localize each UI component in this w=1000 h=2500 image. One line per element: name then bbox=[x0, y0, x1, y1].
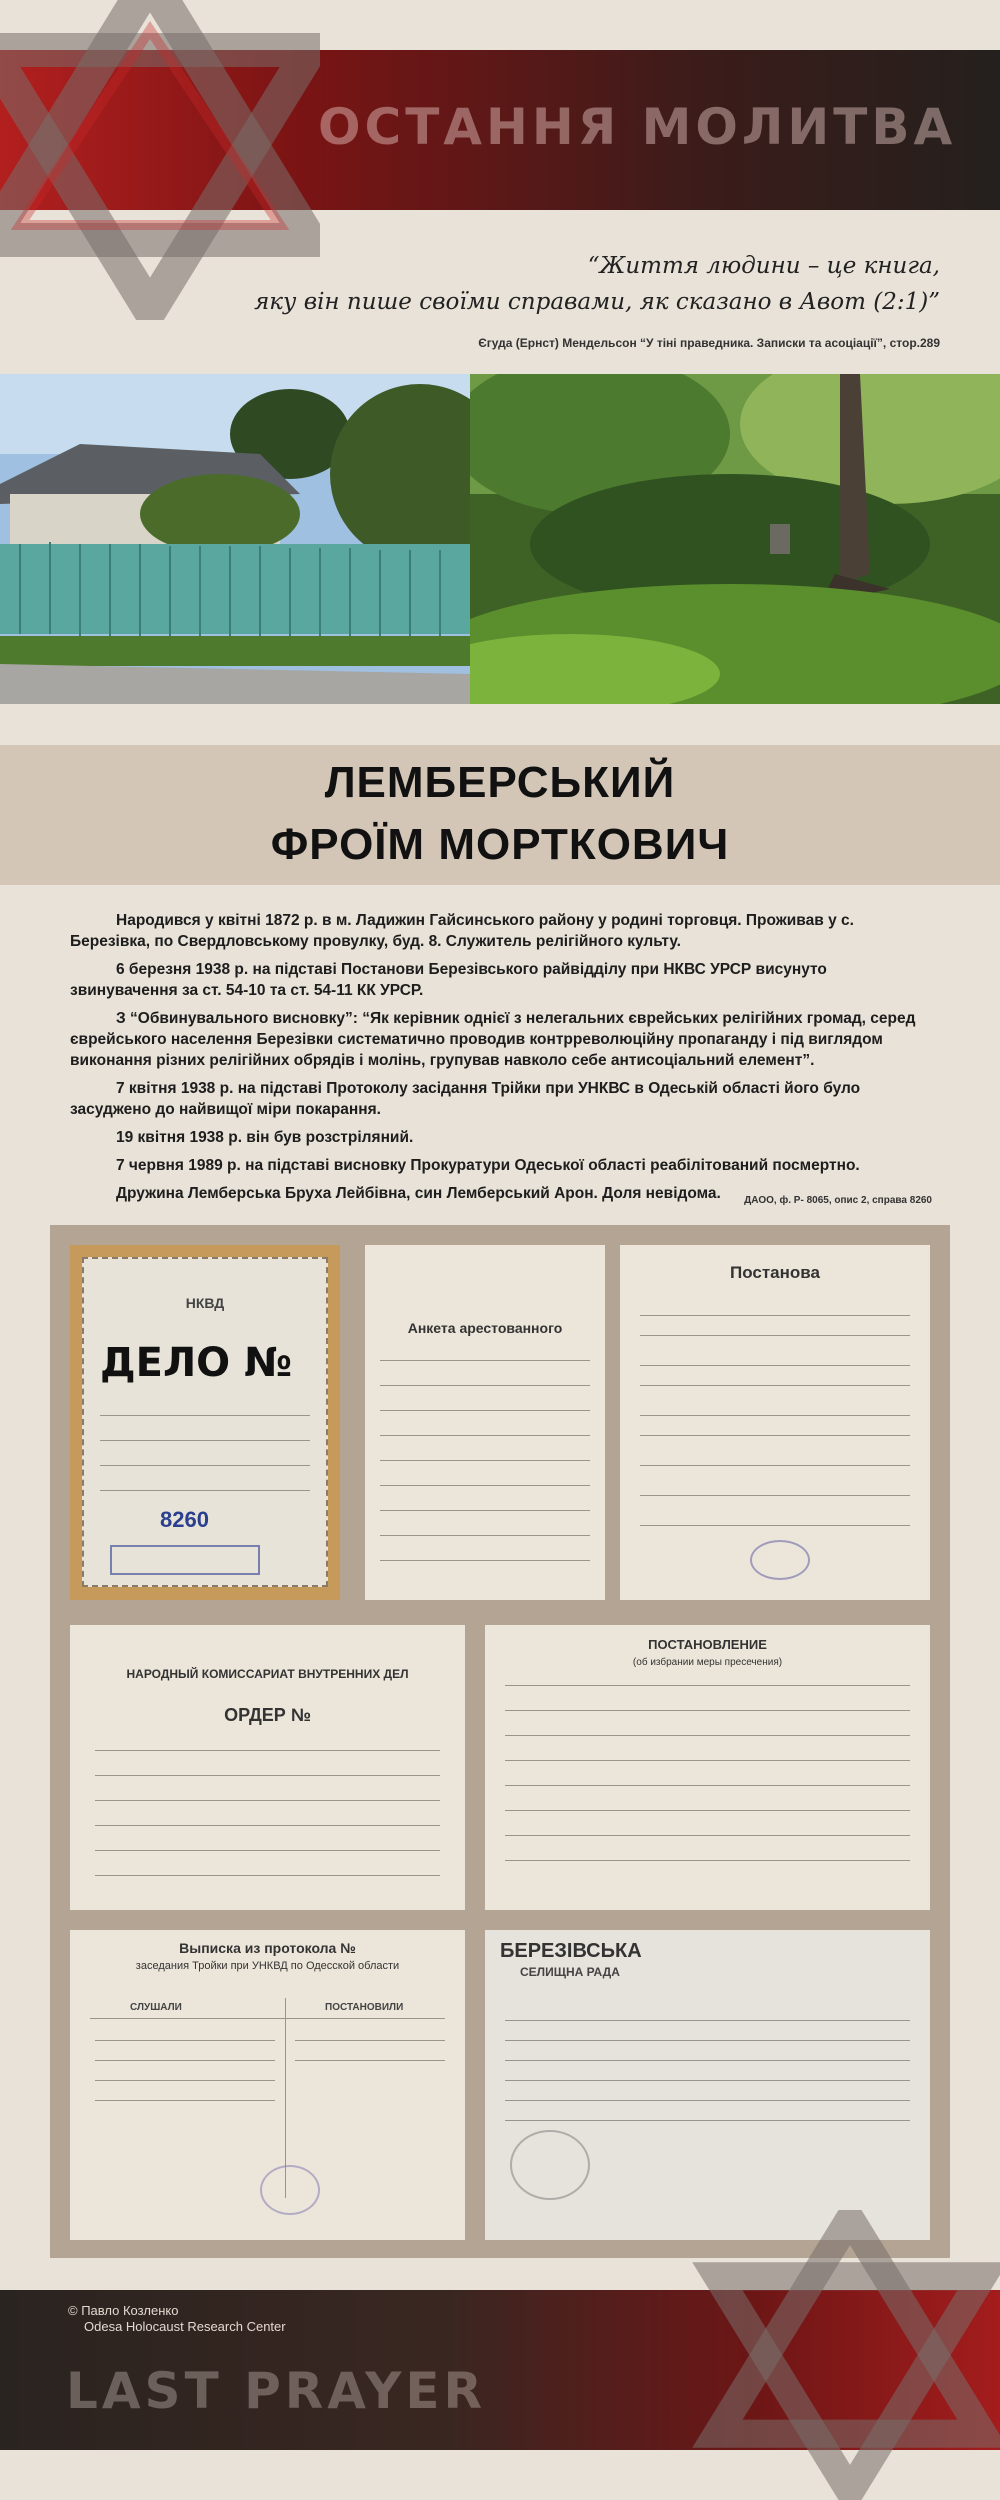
photo-strip bbox=[0, 374, 1000, 704]
bio-paragraph: 7 квітня 1938 р. на підставі Протоколу засідання Трійки при УНКВС в Одеській області його було засуджено до найвищої міри покарання. bbox=[70, 1080, 861, 1118]
extract-title: Выписка из протокола № bbox=[179, 1940, 356, 1956]
exhibit-title: ОСТАННЯ МОЛИТВА bbox=[318, 98, 957, 156]
order-org: НАРОДНЫЙ КОМИССАРИАТ ВНУТРЕННИХ ДЕЛ bbox=[126, 1667, 409, 1681]
case-file-nkvd: НКВД bbox=[185, 1295, 225, 1311]
resolution-title: Постанова bbox=[730, 1263, 820, 1282]
order-title: ОРДЕР № bbox=[224, 1705, 311, 1725]
bio-paragraph: Народився у квітні 1872 р. в м. Ладижин Гайсинського району у родині торговця. Проживав у с. Березівка, по Свердловському провулку, буд. 8. Служитель релігійного культу. bbox=[70, 912, 854, 950]
extract-col-heard: СЛУШАЛИ bbox=[130, 2002, 182, 2013]
decree-subtitle: (об избрании меры пресечения) bbox=[632, 1657, 783, 1668]
resolution-document bbox=[620, 1245, 930, 1600]
victim-surname: ЛЕМБЕРСЬКИЙ bbox=[324, 758, 676, 807]
star-of-david-icon bbox=[680, 2210, 1000, 2500]
preventive-measure-decree bbox=[485, 1625, 930, 1910]
bio-paragraph: 6 березня 1938 р. на підставі Постанови Березівського райвідділу при НКВС УРСР висунуто звинувачення за ст. 54-10 та ст. 54-11 КК УРСР. bbox=[70, 961, 827, 999]
documents-panel bbox=[50, 1225, 950, 2258]
victim-given-names: ФРОЇМ МОРТКОВИЧ bbox=[270, 820, 730, 869]
biography bbox=[70, 910, 932, 1211]
bio-paragraph: З “Обвинувального висновку”: “Як керівник однієї з нелегальних єврейських релігійних громад, серед єврейського населення Березівки систематично проводив контрреволюційну пропаганду і під виглядом виконання різних релігійних обрядів і молінь, групував навколо себе антисоціальний елемент”. bbox=[70, 1010, 916, 1069]
extract-subtitle: заседания Тройки при УНКВД по Одесской области bbox=[135, 1960, 400, 1972]
quote-source: Єгуда (Ернст) Мендельсон “У тіні праведника. Записки та асоціації”, стор.289 bbox=[478, 336, 940, 350]
forest-grave-photo bbox=[470, 374, 1000, 704]
village-council-letter bbox=[485, 1930, 930, 2240]
archive-reference: ДАОО, ф. Р- 8065, опис 2, справа 8260 bbox=[744, 1195, 932, 1206]
epigraph-quote bbox=[240, 248, 940, 320]
victim-name bbox=[0, 752, 1000, 876]
case-file-title: ДЕЛО № bbox=[100, 1340, 293, 1386]
questionnaire-title: Анкета арестованного bbox=[407, 1320, 563, 1336]
council-title: БЕРЕЗІВСЬКА bbox=[500, 1940, 642, 1962]
council-subtitle: СЕЛИЩНА РАДА bbox=[520, 1965, 620, 1979]
quote-line-1: “Життя людини – це книга, bbox=[587, 253, 940, 279]
quote-line-2: яку він пише своїми справами, як сказано в Авот (2:1)” bbox=[254, 289, 940, 315]
research-center: Odesa Holocaust Research Center bbox=[84, 2319, 286, 2334]
bio-paragraph: Дружина Лемберська Бруха Лейбівна, син Лемберський Арон. Доля невідома. bbox=[116, 1185, 721, 1202]
protocol-extract bbox=[70, 1930, 465, 2240]
bio-paragraph: 7 червня 1989 р. на підставі висновку Прокуратури Одеської області реабілітований посмертно. bbox=[116, 1157, 860, 1174]
case-file-cover bbox=[70, 1245, 340, 1600]
house-fence-photo bbox=[0, 374, 470, 704]
footer-title: LAST PRAYER bbox=[66, 2362, 487, 2420]
arrest-order bbox=[70, 1625, 465, 1910]
case-file-number: 8260 bbox=[160, 1507, 209, 1532]
extract-col-decided: ПОСТАНОВИЛИ bbox=[325, 2002, 404, 2013]
arrest-questionnaire bbox=[365, 1245, 605, 1600]
decree-title: ПОСТАНОВЛЕНИЕ bbox=[648, 1637, 767, 1652]
photo-credit: © Павло Козленко bbox=[68, 2303, 179, 2318]
bio-paragraph: 19 квітня 1938 р. він був розстріляний. bbox=[116, 1129, 414, 1146]
